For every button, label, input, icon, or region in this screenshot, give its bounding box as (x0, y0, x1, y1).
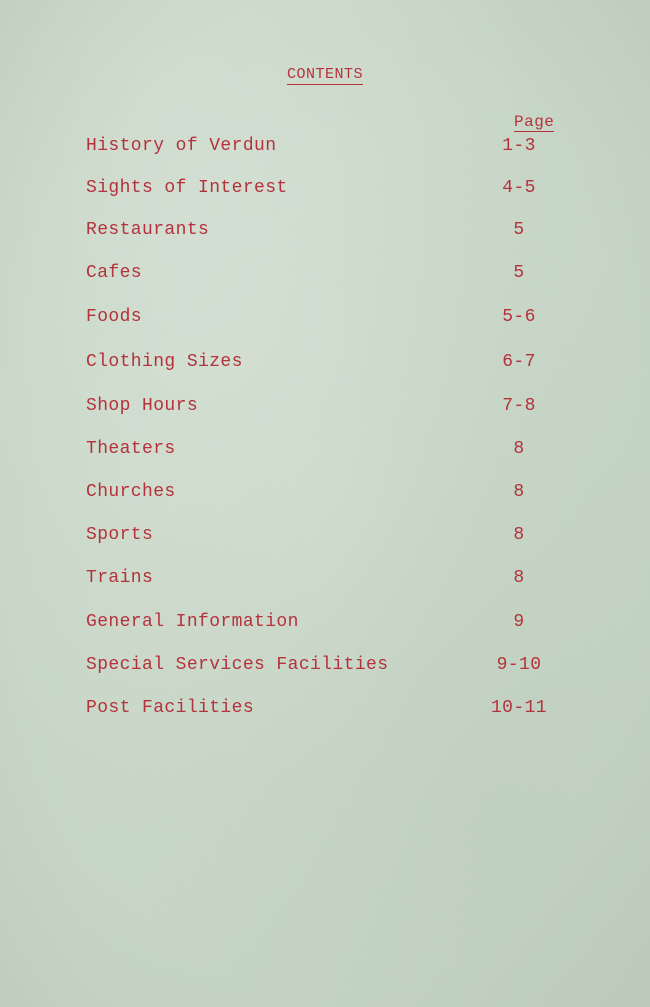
toc-entry (86, 480, 556, 504)
toc-entry (86, 261, 556, 285)
toc-entry (86, 305, 556, 329)
toc-entry-label: Restaurants (86, 220, 210, 240)
toc-entry-label: Churches (86, 482, 176, 502)
toc-entry-page: 8 (513, 482, 525, 502)
toc-entry-page: 7-8 (502, 396, 536, 416)
toc-entry-label: Post Facilities (86, 698, 255, 718)
toc-entry-label: Trains (86, 568, 154, 588)
toc-entry (86, 696, 556, 720)
toc-entry (86, 566, 556, 590)
toc-entry (86, 350, 556, 374)
toc-entry-label: History of Verdun (86, 136, 277, 156)
contents-title-text: CONTENTS (286, 66, 363, 83)
toc-entry-label: Shop Hours (86, 396, 199, 416)
toc-entry-label: Sights of Interest (86, 178, 288, 198)
toc-entry-label: Clothing Sizes (86, 352, 243, 372)
page-column-header: Page (514, 113, 555, 131)
toc-entry-page: 4-5 (502, 178, 536, 198)
toc-entry-label: Sports (86, 525, 154, 545)
toc-entry (86, 653, 556, 677)
toc-entry-page: 8 (513, 525, 525, 545)
toc-entry-page: 5 (513, 263, 525, 283)
toc-entry (86, 134, 556, 158)
toc-entry-page: 5-6 (502, 307, 536, 327)
toc-entry-page: 8 (513, 439, 525, 459)
toc-entry-page: 6-7 (502, 352, 536, 372)
toc-entry-page: 10-11 (490, 698, 547, 718)
toc-entry (86, 218, 556, 242)
toc-entry (86, 523, 556, 547)
toc-entry-label: Special Services Facilities (86, 655, 389, 675)
toc-entry-label: Cafes (86, 263, 143, 283)
toc-entry-label: General Information (86, 612, 299, 632)
toc-entry-label: Theaters (86, 439, 176, 459)
toc-entry-page: 8 (513, 568, 525, 588)
toc-entry-page: 1-3 (502, 136, 536, 156)
toc-entry-label: Foods (86, 307, 143, 327)
toc-entry (86, 176, 556, 200)
toc-entry (86, 437, 556, 461)
toc-entry-page: 5 (513, 220, 525, 240)
toc-entry-page: 9-10 (496, 655, 542, 675)
toc-entry (86, 394, 556, 418)
toc-entry (86, 610, 556, 634)
toc-entry-page: 9 (513, 612, 525, 632)
